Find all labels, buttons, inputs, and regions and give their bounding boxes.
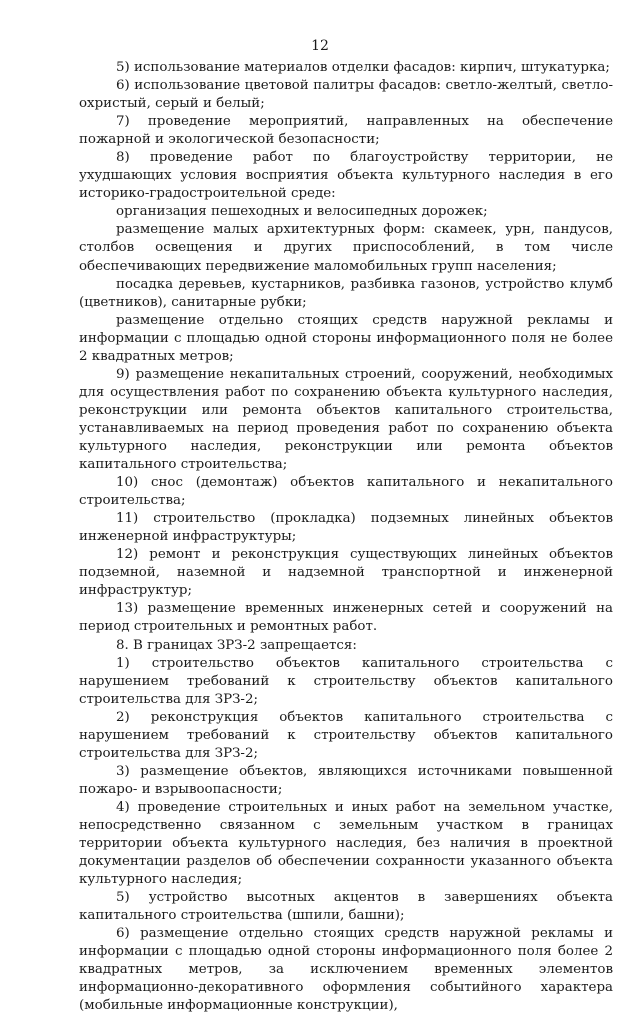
paragraph-item-12: 12) ремонт и реконструкция существующих линейных объектов подземной, наземной и надземной транспортной и инженерной инфраструктур;: [79, 547, 613, 599]
prohibited-item-6: 6) размещение отдельно стоящих средств наружной рекламы и информации с площадью одной стороны информационного поля более 2 квадратных метров, за исключением временных элементов информационно-декоративного оформления событийного характера (мобильные информационные конструкции),: [79, 926, 613, 1014]
prohibited-item-3: 3) размещение объектов, являющихся источниками повышенной пожаро- и взрывоопасности;: [79, 763, 613, 797]
prohibited-item-2: 2) реконструкция объектов капитального строительства с нарушением требований к строительству объектов капитального строительства для ЗРЗ-2;: [79, 709, 613, 761]
paragraph-subitem-advertising: размещение отдельно стоящих средств наружной рекламы и информации с площадью одной стороны информационного поля не более 2 квадратных метров;: [79, 312, 613, 364]
paragraph-item-10: 10) снос (демонтаж) объектов капитального и некапитального строительства;: [79, 475, 613, 509]
page-number: 12: [311, 38, 329, 54]
paragraph-subitem-paths: организация пешеходных и велосипедных дорожек;: [116, 204, 488, 220]
paragraph-item-13: 13) размещение временных инженерных сетей и сооружений на период строительных и ремонтных работ.: [79, 601, 613, 635]
paragraph-item-8: 8) проведение работ по благоустройству территории, не ухудшающих условия восприятия объекта культурного наследия в его историко-градостроительной среде:: [79, 150, 613, 202]
paragraph-item-11: 11) строительство (прокладка) подземных линейных объектов инженерной инфраструктуры;: [79, 511, 613, 545]
section-heading-zrz2-prohibited: 8. В границах ЗРЗ-2 запрещается:: [116, 637, 357, 653]
paragraph-subitem-planting: посадка деревьев, кустарников, разбивка газонов, устройство клумб (цветников), санитарные рубки;: [79, 276, 613, 310]
prohibited-item-5: 5) устройство высотных акцентов в завершениях объекта капитального строительства (шпили, башни);: [79, 890, 613, 924]
prohibited-item-1: 1) строительство объектов капитального строительства с нарушением требований к строительству объектов капитального строительства для ЗРЗ-2;: [79, 655, 613, 707]
paragraph-item-6: 6) использование цветовой палитры фасадов: светло-желтый, светло-охристый, серый и белый;: [79, 78, 613, 112]
document-body: [79, 59, 613, 1015]
paragraph-item-5: 5) использование материалов отделки фасадов: кирпич, штукатурка;: [116, 60, 610, 75]
paragraph-subitem-small-forms: размещение малых архитектурных форм: скамеек, урн, пандусов, столбов освещения и других приспособлений, в том числе обеспечивающих передвижение маломобильных групп населения;: [79, 222, 613, 274]
prohibited-item-4: 4) проведение строительных и иных работ на земельном участке, непосредственно связанном с земельным участком в границах территории объекта культурного наследия, без наличия в проектной документации разделов об обеспечении сохранности указанного объекта культурного наследия;: [79, 799, 613, 888]
paragraph-item-7: 7) проведение мероприятий, направленных на обеспечение пожарной и экологической безопасности;: [79, 114, 613, 148]
paragraph-item-9: 9) размещение некапитальных строений, сооружений, необходимых для осуществления работ по сохранению объекта культурного наследия, реконструкции или ремонта объектов капитального строительства, устанавливаемых на период проведения работ по сохранению объекта культурного наследия, реконструкции или ремонта объектов капитального строительства;: [79, 366, 613, 473]
